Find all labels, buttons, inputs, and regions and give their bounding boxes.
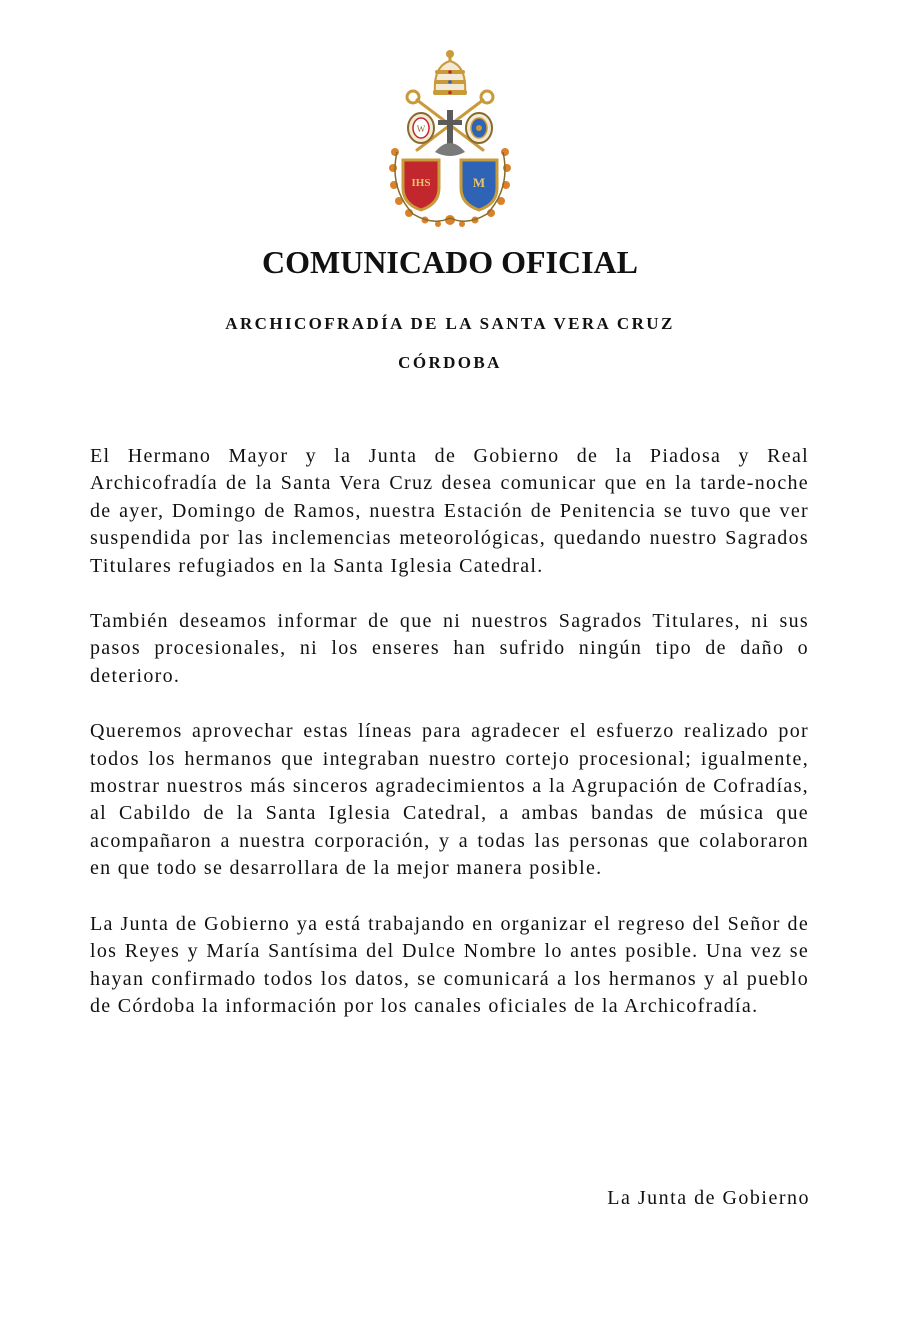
paragraph: La Junta de Gobierno ya está trabajando en organizar el regreso del Señor de los Reyes y María Santísima del Dulce Nombre lo antes posible. Una vez se hayan confirmado todos los datos, se comunicará a los hermanos y al pueblo de Córdoba la información por los canales oficiales de la Archicofradía. (90, 912, 809, 1017)
city-name: CÓRDOBA (398, 353, 502, 372)
coat-of-arms-icon (383, 48, 517, 228)
shields-icon (403, 160, 497, 210)
svg-text:W: W (416, 124, 426, 134)
signature: La Junta de Gobierno (607, 1187, 810, 1209)
svg-text:IHS: IHS (411, 177, 431, 189)
page-title: COMUNICADO OFICIAL (262, 244, 638, 280)
paragraph: El Hermano Mayor y la Junta de Gobierno de la Piadosa y Real Archicofradía de la Santa Vera Cruz desea comunicar que en la tarde-noche de ayer, Domingo de Ramos, nuestra Estación de Penitencia se tuvo que ver suspendida por las inclemencias meteorológicas, quedando nuestro Sagrados Titulares refugiados en la Santa Iglesia Catedral. (90, 445, 809, 577)
svg-text:M: M (472, 175, 486, 190)
paragraph: Queremos aprovechar estas líneas para agradecer el esfuerzo realizado por todos los hermanos que integraban nuestro cortejo procesional; igualmente, mostrar nuestros más sinceros agradecimientos a la Agrupación de Cofradías, al Cabildo de la Santa Iglesia Catedral, a ambas bandas de música que acompañaron a nuestra corporación, y a todas las personas que colaboraron en que todo se desarrollara de la mejor manera posible. (90, 720, 809, 880)
tiara-icon (433, 50, 467, 95)
organization-name: ARCHICOFRADÍA DE LA SANTA VERA CRUZ (225, 314, 675, 333)
paragraph: También deseamos informar de que ni nuestros Sagrados Titulares, ni sus pasos procesionales, ni los enseres han sufrido ningún tipo de daño o deterioro. (90, 610, 809, 687)
communique-body (90, 443, 809, 1048)
